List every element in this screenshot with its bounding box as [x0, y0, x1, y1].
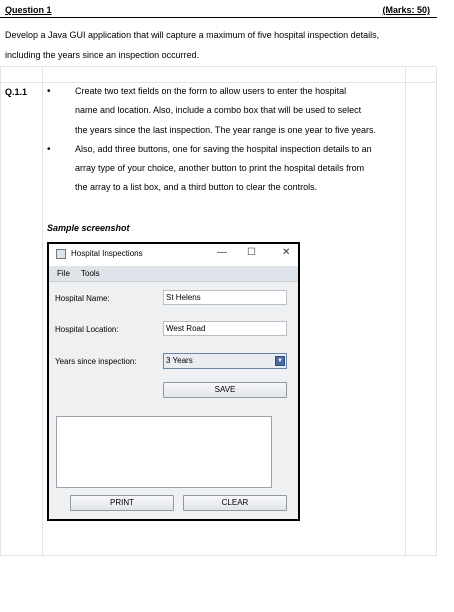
years-combo-box[interactable]: [163, 353, 287, 369]
bullet-line: Also, add three buttons, one for saving the hospital inspection details to an: [75, 143, 372, 154]
clear-button[interactable]: CLEAR: [183, 495, 287, 511]
maximize-icon[interactable]: ☐: [247, 247, 256, 258]
bullet-line: Create two text fields on the form to allow users to enter the hospital: [75, 86, 347, 96]
question-number: Q.1.1: [5, 87, 28, 97]
bullet-line: the years since the last inspection. The year range is one year to five years.: [75, 124, 376, 135]
app-icon: [56, 249, 66, 259]
dropdown-arrow-icon[interactable]: ▼: [275, 356, 285, 366]
print-button[interactable]: PRINT: [70, 495, 174, 511]
hospital-location-label: Hospital Location:: [55, 325, 119, 334]
bullet-line: name and location. Also, include a combo box that will be used to select: [75, 105, 362, 116]
table-column-divider: [42, 67, 43, 555]
table-column-divider: [405, 67, 406, 555]
years-label: Years since inspection:: [55, 357, 137, 366]
minimize-icon[interactable]: —: [217, 247, 227, 258]
question-marks: (Marks: 50): [382, 5, 430, 15]
hospital-name-label: Hospital Name:: [55, 294, 110, 303]
save-button[interactable]: SAVE: [163, 382, 287, 398]
close-icon[interactable]: ✕: [282, 247, 291, 258]
description-line: including the years since an inspection occurred.: [5, 50, 200, 60]
bullet-line: array type of your choice, another button to print the hospital details from: [75, 163, 365, 174]
bullet-marker: •: [47, 86, 51, 97]
bullet-item: [45, 140, 405, 198]
window-title: Hospital Inspections: [71, 249, 143, 258]
description-line: Develop a Java GUI application that will capture a maximum of five hospital inspection details,: [5, 30, 380, 40]
question-description: [5, 25, 435, 65]
bullet-line: the array to a list box, and a third button to clear the controls.: [75, 182, 318, 193]
sample-window: [47, 242, 300, 521]
menu-file[interactable]: File: [57, 269, 70, 278]
bullet-marker: •: [47, 143, 51, 155]
years-combo-value: 3 Years: [166, 356, 193, 365]
question-title: Question 1: [5, 5, 52, 15]
menu-tools[interactable]: Tools: [81, 269, 100, 278]
sample-caption: Sample screenshot: [47, 223, 130, 233]
bullet-list: [45, 82, 405, 198]
window-titlebar[interactable]: [49, 244, 298, 266]
header-rule: [0, 17, 437, 18]
menu-bar: [49, 266, 298, 282]
hospital-location-input[interactable]: West Road: [163, 321, 287, 336]
hospital-name-input[interactable]: St Helens: [163, 290, 287, 305]
form-panel: [49, 282, 298, 519]
bullet-item: [45, 82, 405, 140]
details-list-box[interactable]: [56, 416, 272, 488]
